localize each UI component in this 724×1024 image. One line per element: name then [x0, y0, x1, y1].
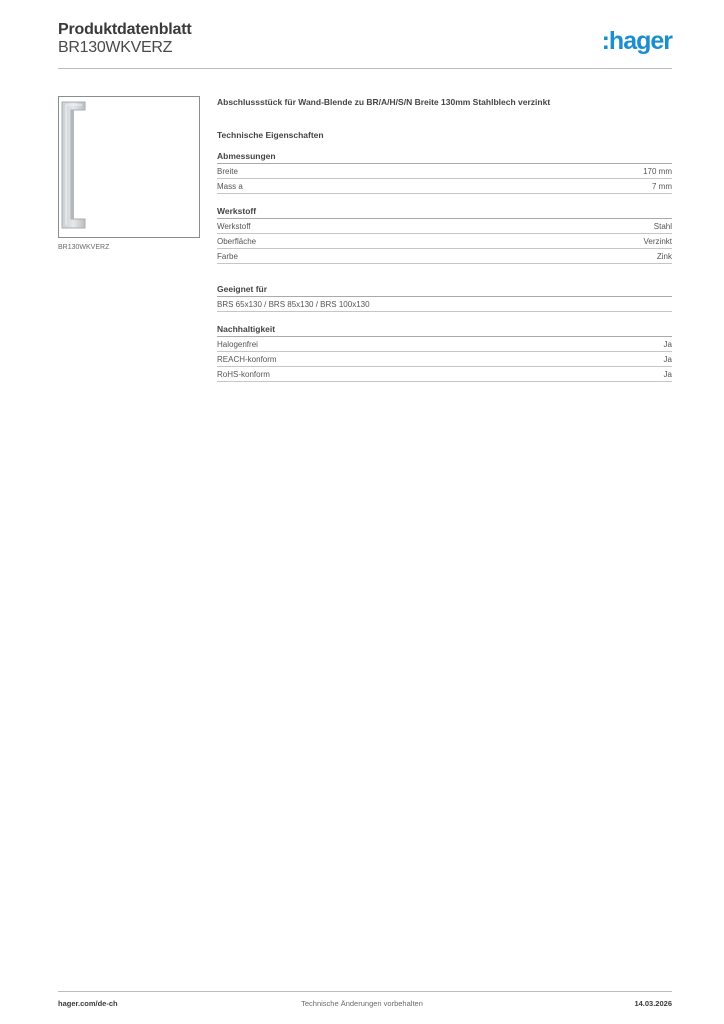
product-photo-end-piece-icon [59, 97, 199, 237]
spec-label: Oberfläche [217, 237, 257, 246]
spec-label: Werkstoff [217, 222, 251, 231]
spec-row [217, 337, 672, 352]
product-image-frame [58, 96, 200, 238]
spec-value: Stahl [653, 222, 672, 231]
spec-row [217, 249, 672, 264]
footer-divider [58, 991, 672, 992]
spec-value: 170 mm [643, 167, 672, 176]
content-column [217, 96, 672, 382]
spec-label: Farbe [217, 252, 238, 261]
spec-label: REACH-konform [217, 355, 277, 364]
spec-label: BRS 65x130 / BRS 85x130 / BRS 100x130 [217, 300, 370, 309]
spec-label: Mass a [217, 182, 243, 191]
image-caption: BR130WKVERZ [58, 244, 110, 251]
technical-properties-heading: Technische Eigenschaften [217, 130, 324, 140]
spec-value: Ja [663, 355, 672, 364]
spec-value: Ja [663, 370, 672, 379]
section-heading-nachhaltigkeit: Nachhaltigkeit [217, 324, 672, 337]
spec-row [217, 179, 672, 194]
section-heading-werkstoff: Werkstoff [217, 206, 672, 219]
spec-value: Ja [663, 340, 672, 349]
spec-value: Zink [656, 252, 672, 261]
footer-notice: Technische Änderungen vorbehalten [301, 999, 423, 1008]
spec-row [217, 234, 672, 249]
hager-logo: :hager [601, 27, 672, 55]
spec-row [217, 352, 672, 367]
spec-row [217, 297, 672, 312]
spec-row [217, 367, 672, 382]
footer-website-link[interactable]: hager.com/de-ch [58, 999, 118, 1008]
spec-label: Breite [217, 167, 238, 176]
spec-label: RoHS-konform [217, 370, 270, 379]
section-heading-abmessungen: Abmessungen [217, 151, 672, 164]
spec-label: Halogenfrei [217, 340, 258, 349]
spec-row [217, 219, 672, 234]
header-divider [58, 68, 672, 69]
product-code: BR130WKVERZ [58, 39, 173, 56]
spec-row [217, 164, 672, 179]
section-heading-geeignet-fuer: Geeignet für [217, 284, 672, 297]
page-title: Produktdatenblatt [58, 21, 192, 38]
product-description: Abschlussstück für Wand-Blende zu BR/A/H/S/N Breite 130mm Stahlblech verzinkt [217, 97, 551, 107]
spec-value: 7 mm [652, 182, 672, 191]
spec-value: Verzinkt [643, 237, 672, 246]
footer-date: 14.03.2026 [634, 999, 672, 1008]
